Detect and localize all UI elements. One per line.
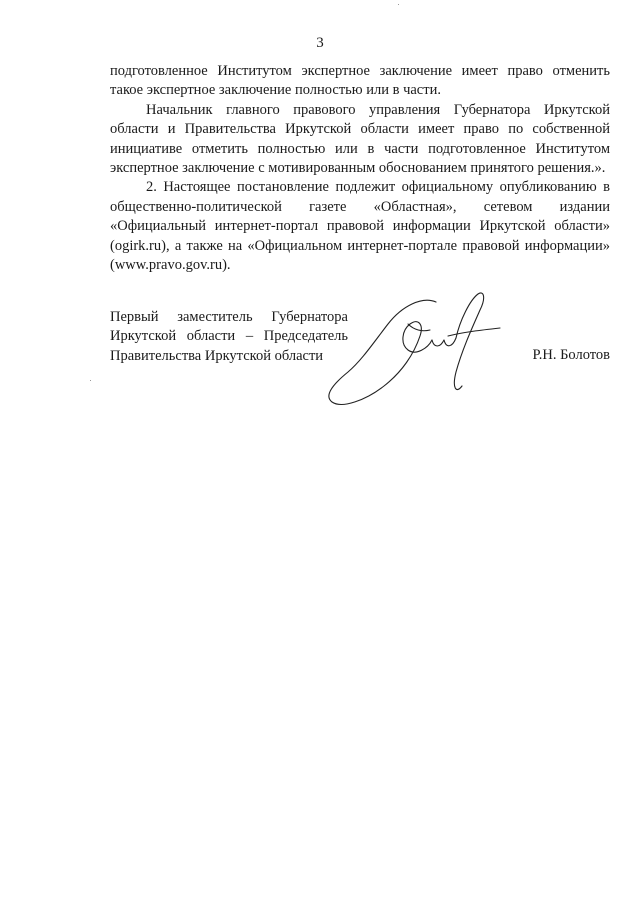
scan-artifact bbox=[398, 4, 399, 5]
signer-position bbox=[110, 308, 348, 366]
signer-name: Р.Н. Болотов bbox=[532, 347, 610, 363]
paragraph-publication-clause: 2. Настоящее постановление подлежит официальному опубликованию в общественно-политической газете «Областная», сетевом издании «Официальный интернет-портал правовой информации Иркутской области» (ogirk.ru), а также на «Официальном интернет-портале правовой информации» (www.pravo.gov.ru). bbox=[110, 179, 610, 274]
signature-block bbox=[110, 308, 610, 408]
document-body bbox=[110, 62, 610, 275]
paragraph-continuation: подготовленное Институтом экспертное заключение имеет право отменить такое экспертное заключение полностью или в части. bbox=[110, 63, 610, 99]
signer-position-line-3: Правительства Иркутской области bbox=[110, 347, 324, 364]
handwritten-signature-icon bbox=[318, 290, 508, 410]
page-number: 3 bbox=[316, 35, 324, 51]
signer-position-line-1: Первый заместитель Губернатора bbox=[110, 309, 348, 325]
signer-position-line-2: Иркутской области – Председатель bbox=[110, 328, 348, 345]
scan-artifact bbox=[90, 380, 91, 381]
paragraph-head-of-legal-department: Начальник главного правового управления Губернатора Иркутской области и Правительства Иркутской области имеет право по собственной инициативе отметить полностью или в части подготовленное Институтом экспертное заключение с мотивированным обоснованием принятого решения.». bbox=[110, 101, 610, 177]
